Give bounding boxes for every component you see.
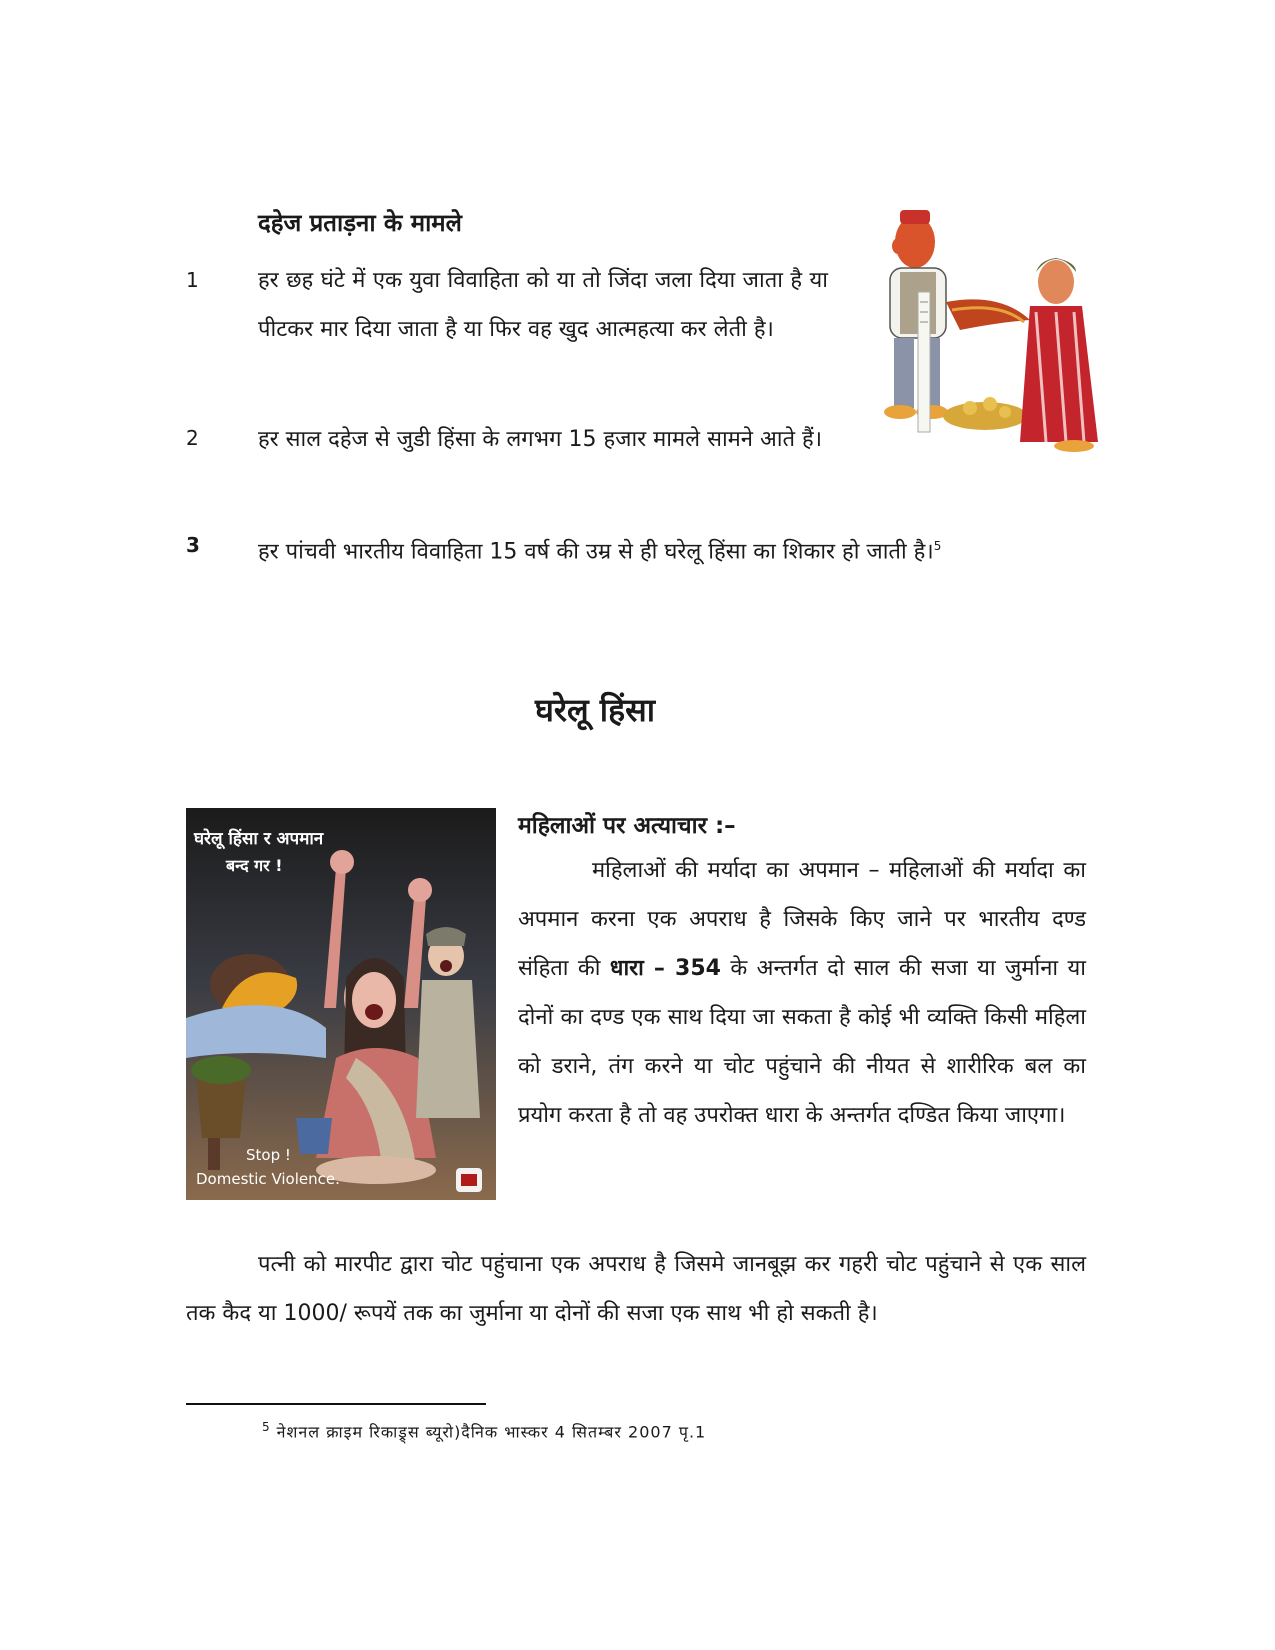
list-item-number: 3	[186, 533, 200, 557]
paragraph-dignity-part2: के अन्तर्गत दो साल की सजा या जुर्माना या दोनों का दण्ड एक साथ दिया जा सकता है कोई भी व्यक्ति किसी महिला को डराने, तंग करने या चोट पहुंचाने की नीयत से शारीरिक बल का प्रयोग करता है तो वह उपरोक्त धारा के अन्तर्गत दण्डित किया जाएगा।	[518, 956, 1086, 1128]
list-item-text: हर साल दहेज से जुडी हिंसा के लगभग 15 हजार मामले सामने आते हैं।	[258, 427, 823, 452]
list-item-number: 1	[186, 268, 199, 292]
subheading-atrocities: महिलाओं पर अत्याचार :–	[518, 813, 736, 839]
poster-footer-line1: Stop !	[246, 1146, 291, 1164]
list-item-text: हर छह घंटे में एक युवा विवाहिता को या तो जिंदा जला दिया जाता है या पीटकर मार दिया जाता है या फिर वह खुद आत्महत्या कर लेती है।	[258, 268, 828, 342]
footnote-divider	[186, 1403, 486, 1405]
list-item-text	[258, 522, 1086, 576]
list-item-text-body: हर पांचवी भारतीय विवाहिता 15 वर्ष की उम्र से ही घरेलू हिंसा का शिकार हो जाती है।	[258, 539, 934, 565]
list-item-number: 2	[186, 426, 199, 450]
footnote	[262, 1420, 706, 1442]
section-354-label: धारा – 354	[609, 956, 721, 981]
poster-title-line2: बन्द गर !	[226, 856, 283, 875]
paragraph-dignity-part1: महिलाओं की मर्यादा का अपमान – महिलाओं की मर्यादा का अपमान करना एक अपराध है जिसके किए जाने पर भारतीय दण्ड संहिता की	[518, 858, 1086, 981]
dowry-cartoon-illustration	[860, 202, 1110, 460]
paragraph-dignity	[518, 846, 1086, 1140]
paragraph-wife-assault: पत्नी को मारपीट द्वारा चोट पहुंचाना एक अपराध है जिसमे जानबूझ कर गहरी चोट पहुंचाने से एक साल तक कैद या 1000/ रूपयें तक का जुर्माना या दोनों की सजा एक साथ भी हो सकती है।	[186, 1252, 1086, 1326]
section-heading-dowry: दहेज प्रताड़ना के मामले	[258, 209, 462, 237]
page-title: घरेलू हिंसा	[534, 691, 656, 729]
poster-title-line1: घरेलू हिंसा र अपमान	[194, 829, 324, 849]
poster-footer-line2: Domestic Violence.	[196, 1170, 340, 1188]
domestic-violence-poster	[186, 808, 496, 1200]
footnote-text: नेशनल क्राइम रिकाड्र्स ब्यूरो)दैनिक भास्कर 4 सितम्बर 2007 पृ.1	[276, 1422, 707, 1442]
footnote-reference: 5	[933, 539, 942, 553]
footnote-mark: 5	[262, 1420, 271, 1434]
